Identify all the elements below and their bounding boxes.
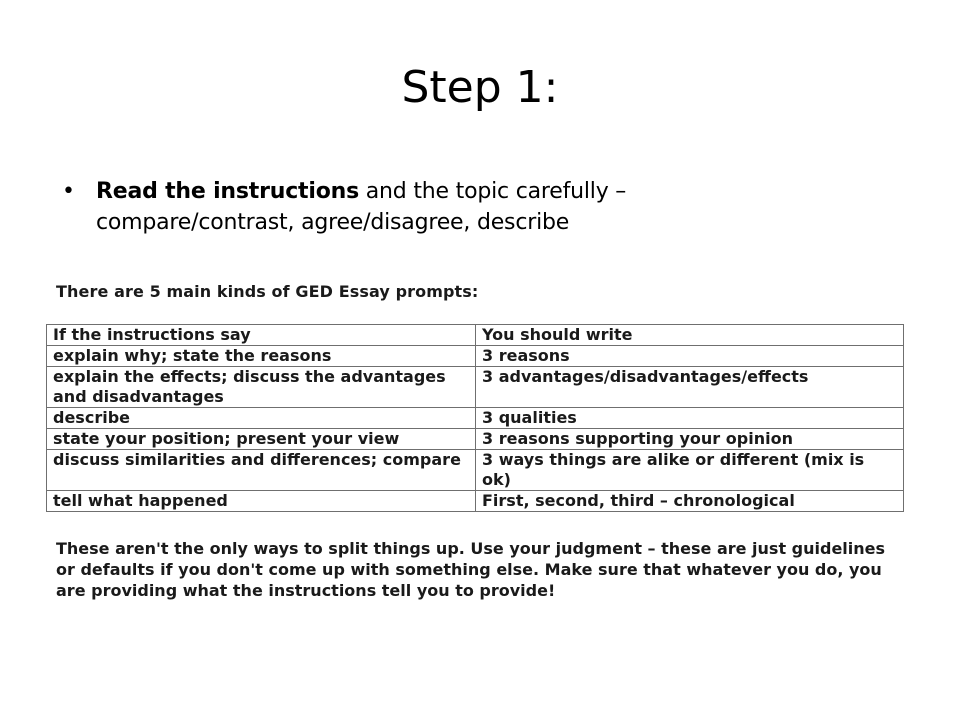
bullet-second-line: compare/contrast, agree/disagree, describe	[96, 210, 570, 235]
table-header-cell: If the instructions say	[47, 325, 476, 346]
table-cell: state your position; present your view	[47, 429, 476, 450]
table-row	[47, 346, 904, 367]
prompts-intro: There are 5 main kinds of GED Essay prompts:	[56, 282, 479, 301]
table-cell: 3 ways things are alike or different (mix is ok)	[476, 450, 904, 491]
table-header-row	[47, 325, 904, 346]
table-row	[47, 450, 904, 491]
bullet-bold-text: Read the instructions	[96, 179, 359, 204]
prompts-outro: These aren't the only ways to split things up. Use your judgment – these are just guidelines or defaults if you don't come up with something else. Make sure that whatever you do, you are providing what the instructions tell you to provide!	[56, 539, 886, 600]
table-row	[47, 408, 904, 429]
table-cell: 3 reasons supporting your opinion	[476, 429, 904, 450]
table-cell: 3 advantages/disadvantages/effects	[476, 367, 904, 408]
table-cell: 3 reasons	[476, 346, 904, 367]
table-cell: discuss similarities and differences; compare	[47, 450, 476, 491]
table-row	[47, 429, 904, 450]
table-row	[47, 491, 904, 512]
table-cell: tell what happened	[47, 491, 476, 512]
table-cell: explain the effects; discuss the advantages and disadvantages	[47, 367, 476, 408]
table-cell: describe	[47, 408, 476, 429]
table-cell: First, second, third – chronological	[476, 491, 904, 512]
table-cell: explain why; state the reasons	[47, 346, 476, 367]
bullet-rest-text: and the topic carefully –	[358, 179, 627, 204]
bullet-text	[96, 176, 796, 238]
prompts-table	[46, 324, 904, 512]
table-row	[47, 367, 904, 408]
table-header-cell: You should write	[476, 325, 904, 346]
bullet-dot-icon: •	[62, 179, 75, 204]
table-cell: 3 qualities	[476, 408, 904, 429]
slide-title: Step 1:	[401, 62, 559, 113]
